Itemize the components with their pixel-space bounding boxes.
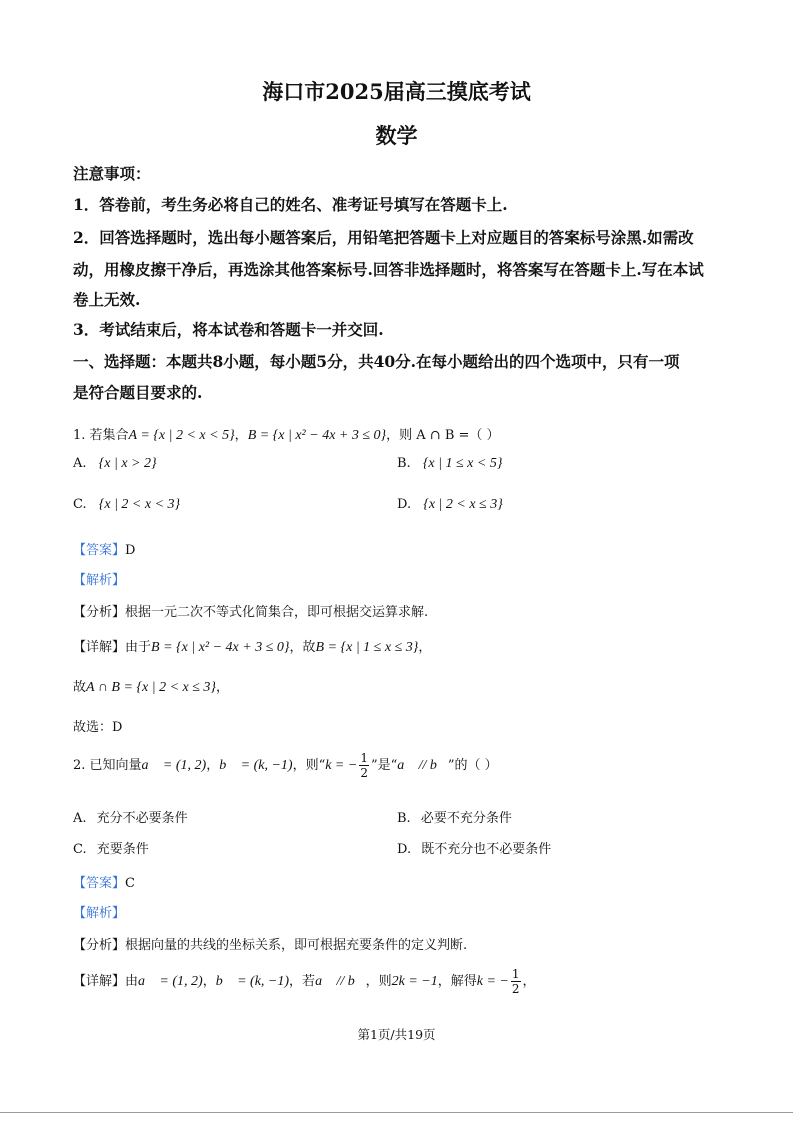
q2-option-d-text: 既不充分也不必要条件 [421,842,552,857]
q2-detail-tag: 【详解】 [73,974,126,989]
q2-option-c [73,838,149,857]
q2-answer [73,872,135,891]
page-number: 第1页/共19页 [357,1027,436,1042]
q2-vec-a: a⃗ = (1, 2) [141,758,207,773]
q2-detail-k: k = − [476,974,509,989]
q2-detail-eq: 2k = −1 [391,974,438,989]
q2-detail-a: 由 [125,974,139,989]
q2-detail-c: ，若 [289,974,316,989]
q1-option-a-label: A. [73,456,87,471]
q1-detail-1c: ，故 [289,640,316,655]
q2-option-b-label: B. [397,811,411,826]
q1-fenxi-text: 根据一元二次不等式化简集合，即可根据交运算求解. [125,605,429,620]
q1-ask: ，则 A ∩ B =（ ） [386,428,500,443]
q1-stem-prefix: 1. 若集合 [73,428,129,443]
q1-option-b [397,456,502,472]
q2-detail [73,967,536,1005]
q2-option-a-text: 充分不必要条件 [96,811,188,826]
q2-detail-d: ，则 [365,974,392,989]
q2-parallel: a⃗ // b⃗ [397,758,448,773]
q2-answer-value: C [125,876,135,891]
section-1-heading-line-1: 一、选择题：本题共8小题，每小题5分，共40分.在每小题给出的四个选项中，只有一项 [73,352,680,371]
q1-option-d-label: D. [397,497,412,512]
q2-stem [73,751,498,787]
q1-option-b-label: B. [397,456,411,471]
q2-answer-tag: 【答案】 [73,876,126,891]
q2-stem-c: ，则“ [292,758,326,773]
q2-fraction [359,751,369,780]
notice-heading: 注意事项： [73,164,151,183]
q1-option-d-text: {x | 2 < x ≤ 3} [423,497,503,512]
q2-option-b [397,807,512,826]
q1-detail-tag: 【详解】 [73,640,126,655]
q2-stem-a: 2. 已知向量 [73,758,142,773]
q1-detail-1a: 由于 [125,640,152,655]
q1-answer-tag: 【答案】 [73,543,126,558]
q1-option-b-text: {x | 1 ≤ x < 5} [422,456,503,471]
q2-detail-parallel: a⃗ // b⃗ [315,974,366,989]
q2-detail-den: 2 [511,982,520,996]
q2-option-d-label: D. [397,842,412,857]
q2-stem-b: ， [206,758,220,773]
q2-cond: k = − [325,758,358,773]
q2-stem-e: ”的（ ） [447,758,498,773]
q1-analysis [73,569,125,588]
notice-item-2-line-1: 2．回答选择题时，选出每小题答案后，用铅笔把答题卡上对应题目的答案标号涂黑.如需改 [73,228,694,247]
q1-choose: 故选：D [73,720,123,735]
q1-detail-1e: ， [418,640,432,655]
notice-item-2-line-2: 动，用橡皮擦干净后，再选涂其他答案标号.回答非选择题时，将答案写在答题卡上.写在本试 [73,260,704,279]
q1-answer [73,539,135,558]
q1-detail-2a: 故 [73,680,87,695]
q1-detail-1b: B = {x | x² − 4x + 3 ≤ 0} [151,640,290,655]
q2-option-a-label: A. [73,811,87,826]
q2-option-d [397,838,551,857]
q2-option-a [73,807,188,826]
subject-title: 数学 [375,123,418,148]
exam-title: 海口市2025届高三摸底考试 [262,79,531,104]
q2-fenxi-text: 根据向量的共线的坐标关系，即可根据充要条件的定义判断. [125,938,468,953]
q2-vec-b: b⃗ = (k, −1) [219,758,293,773]
q2-option-c-label: C. [73,842,87,857]
section-1-heading-line-2: 是符合题目要求的. [73,383,203,402]
q1-answer-value: D [125,543,136,558]
q1-option-d [397,497,503,513]
q1-stem [73,424,500,444]
q1-detail-2b: A ∩ B = {x | 2 < x ≤ 3} [86,680,217,695]
q2-frac-num: 1 [360,751,368,765]
q1-detail-2c: ， [216,680,230,695]
q2-option-c-text: 充要条件 [96,842,149,857]
q1-detail-line-2 [73,676,229,696]
notice-item-3: 3．考试结束后，将本试卷和答题卡一并交回. [73,320,384,339]
q1-option-c-label: C. [73,497,87,512]
q1-option-c [73,497,180,513]
q2-detail-num: 1 [511,967,520,981]
q1-fenxi-tag: 【分析】 [73,605,126,620]
q2-analysis-tag: 【解析】 [73,906,126,921]
q2-detail-e: ，解得 [437,974,477,989]
q1-option-a-text: {x | x > 2} [98,456,157,471]
q2-frac-den: 2 [360,766,368,780]
q2-analysis [73,902,125,921]
q2-detail-vec-a: a⃗ = (1, 2) [138,974,203,989]
q2-detail-b: ， [202,974,216,989]
q1-option-c-text: {x | 2 < x < 3} [98,497,181,512]
q1-analysis-tag: 【解析】 [73,573,126,588]
q1-set-a: A = {x | 2 < x < 5} [128,428,235,443]
q1-option-a [73,456,157,472]
q2-stem-d: ”是“ [370,758,398,773]
notice-item-1: 1．答卷前，考生务必将自己的姓名、准考证号填写在答题卡上. [73,195,508,214]
q2-option-b-text: 必要不充分条件 [420,811,512,826]
page-bottom-divider [0,1112,793,1113]
q1-set-b: B = {x | x² − 4x + 3 ≤ 0} [247,428,387,443]
q2-fenxi [73,934,467,953]
notice-item-2-line-3: 卷上无效. [73,290,141,309]
q2-fenxi-tag: 【分析】 [73,938,126,953]
q2-detail-fraction [511,967,521,996]
q2-detail-f: ， [522,974,536,989]
q2-detail-vec-b: b⃗ = (k, −1) [215,974,290,989]
q1-sep: ， [234,428,248,443]
q1-fenxi [73,601,428,620]
q1-detail-line-1 [73,636,431,656]
q1-detail-1d: B = {x | 1 ≤ x ≤ 3} [315,640,419,655]
